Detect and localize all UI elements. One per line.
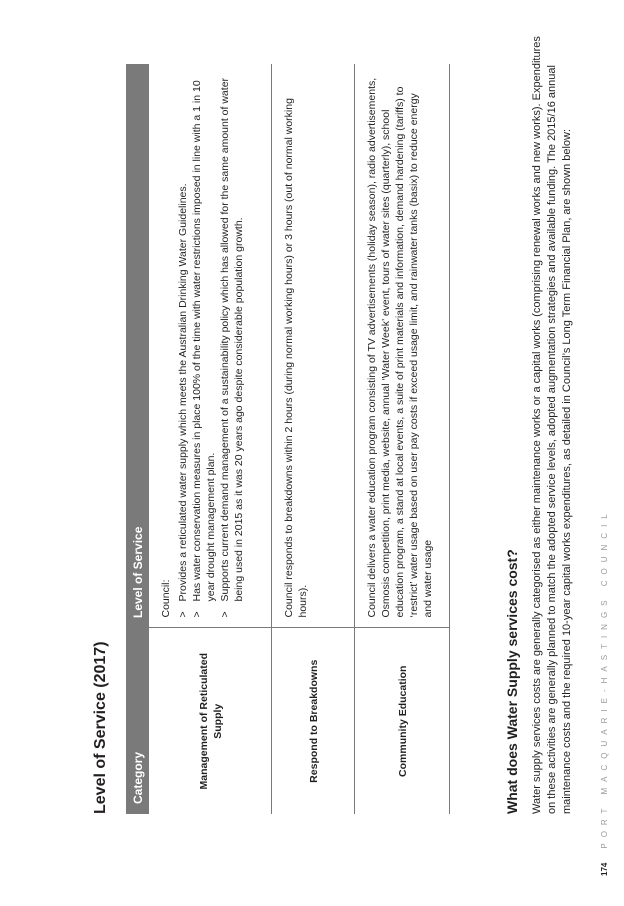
header-category: Category (126, 628, 149, 814)
table-row (272, 64, 355, 814)
category-cell: Management of Reticulated Supply (149, 628, 272, 814)
service-bullet: > Provides a reticulated water supply which meets the Australian Drinking Water Guidelines. (177, 183, 189, 618)
service-bullet-list (176, 74, 246, 618)
service-bullet: > Supports current demand management of a sustainability policy which has allowed for the same amount of water being used in 2015 as it was 20 years ago despite considerable population growth. (219, 77, 245, 618)
table-header-row (126, 64, 149, 814)
service-cell: Council responds to breakdowns within 2 hours (during normal working hours) or 3 hours (out of normal working hours). (272, 64, 355, 628)
level-of-service-table (126, 64, 450, 814)
service-cell: Council delivers a water education program consisting of TV advertisements (holiday season), radio advertisements, Osmosis competition, print media, website, annual ‘Water Week’ event, tours of water sites (quarterly), school education program, a stand at local events, a suite of print materials and information, demand hardening (tariffs) to ‘restrict’ water usage based on user pay costs if exceed usage limit, and rainwater tanks (basix) to reduce energy and water usage (355, 64, 450, 628)
bullet-marker: > (191, 611, 203, 618)
page-number: 174 (600, 862, 609, 876)
costs-heading: What does Water Supply services cost? (504, 549, 520, 814)
costs-paragraph: Water supply services costs are generally categorised as either maintenance works or a capital works (comprising renewal works and new works). Expenditures on these activities are generally planned to match the adopted service levels, adopted augmentation strategies and available funding. The 2015/16 annual maintenance costs and the required 10-year capital works expenditures, as detailed in Council’s Long Term Financial Plan, are shown below: (531, 36, 573, 814)
service-cell (149, 64, 272, 628)
service-intro: Council: (160, 579, 172, 618)
section-title: Level of Service (2017) (92, 641, 109, 814)
page-footer (600, 508, 609, 876)
table-row (355, 64, 450, 814)
bullet-marker: > (219, 611, 231, 618)
running-title: PORT MACQUARIE-HASTINGS COUNCIL (600, 508, 609, 849)
bullet-marker: > (177, 611, 189, 618)
category-cell: Community Education (355, 628, 450, 814)
table-row (149, 64, 272, 814)
header-level-of-service: Level of Service (126, 64, 149, 628)
category-cell: Respond to Breakdowns (272, 628, 355, 814)
service-bullet: > Has water conservation measures in place 100% of the time with water restrictions imposed in line with a 1 in 10 year drought management plan. (191, 80, 217, 618)
